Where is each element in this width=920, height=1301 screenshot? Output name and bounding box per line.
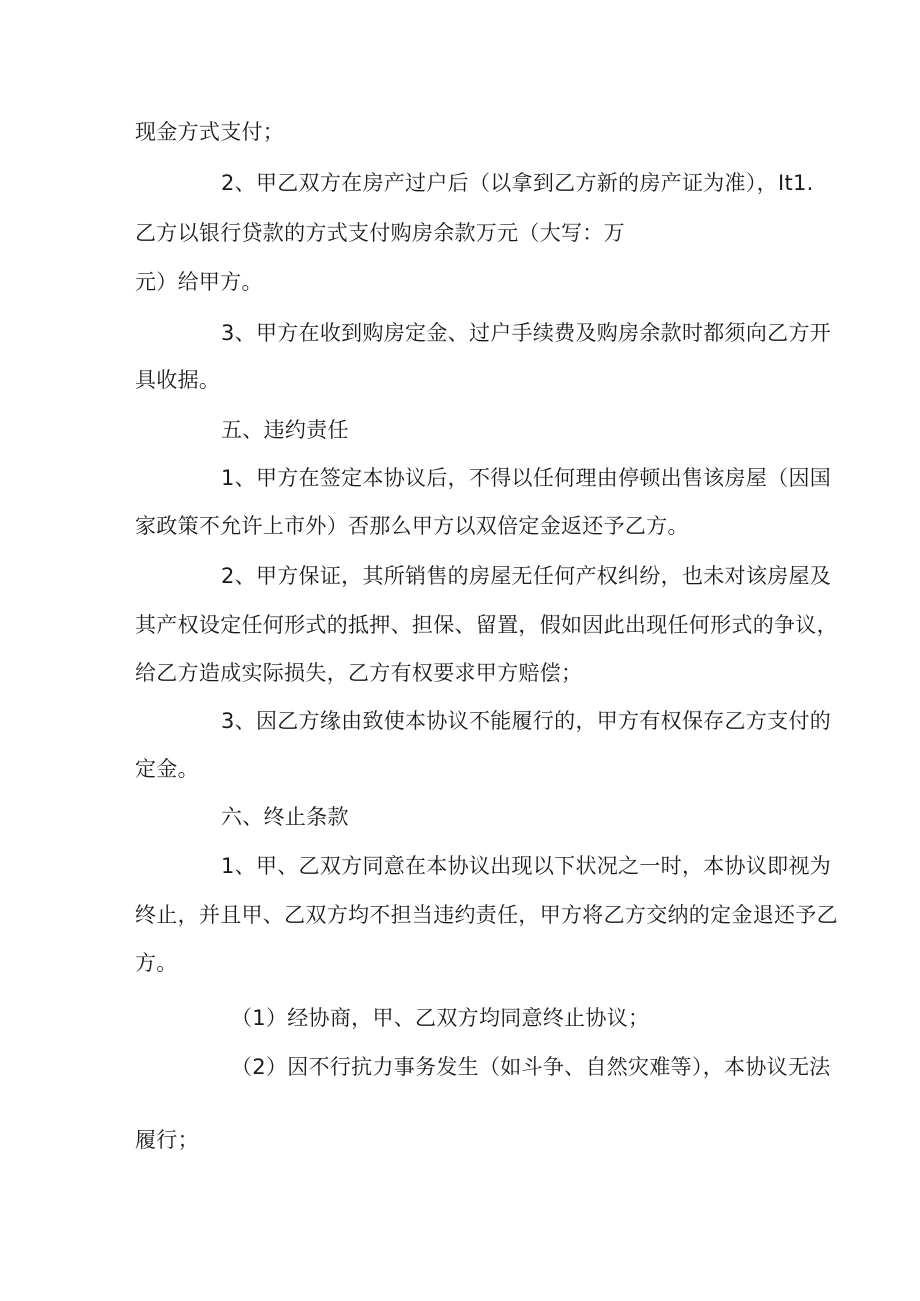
text-line: 3、因乙方缘由致使本协议不能履行的，甲方有权保存乙方支付的 <box>221 709 832 733</box>
text-line: （1）经协商，甲、乙双方均同意终止协议； <box>231 1006 650 1030</box>
text-line: 乙方以银行贷款的方式支付购房余款万元（大写：万 <box>135 221 625 245</box>
text-line: 家政策不允许上市外）否那么甲方以双倍定金返还予乙方。 <box>135 514 689 538</box>
text-line: 方。 <box>135 951 178 975</box>
text-line: 终止，并且甲、乙双方均不担当违约责任，甲方将乙方交纳的定金退还予乙 <box>135 903 838 927</box>
text-line: 履行； <box>135 1128 199 1152</box>
text-line: （2）因不行抗力事务发生（如斗争、自然灾难等），本协议无法 <box>231 1055 831 1079</box>
text-line: 1、甲方在签定本协议后，不得以任何理由停顿出售该房屋（因国 <box>221 466 832 490</box>
text-line: 1、甲、乙双方同意在本协议出现以下状况之一时，本协议即视为 <box>221 854 832 878</box>
section-heading: 五、违约责任 <box>221 418 349 442</box>
text-line: 其产权设定任何形式的抵押、担保、留置，假如因此出现任何形式的争议， <box>135 613 838 637</box>
text-line: 3、甲方在收到购房定金、过户手续费及购房余款时都须向乙方开 <box>221 321 832 345</box>
section-heading: 六、终止条款 <box>221 805 349 829</box>
text-line: 现金方式支付； <box>135 120 285 144</box>
text-line: 2、甲方保证，其所销售的房屋无任何产权纠纷，也未对该房屋及 <box>221 564 832 588</box>
text-line: 给乙方造成实际损失，乙方有权要求甲方赔偿； <box>135 661 583 685</box>
text-line: 元）给甲方。 <box>135 270 263 294</box>
text-line: 定金。 <box>135 757 199 781</box>
text-line: 2、甲乙双方在房产过户后（以拿到乙方新的房产证为准），It1. <box>221 171 814 195</box>
text-line: 具收据。 <box>135 368 221 392</box>
